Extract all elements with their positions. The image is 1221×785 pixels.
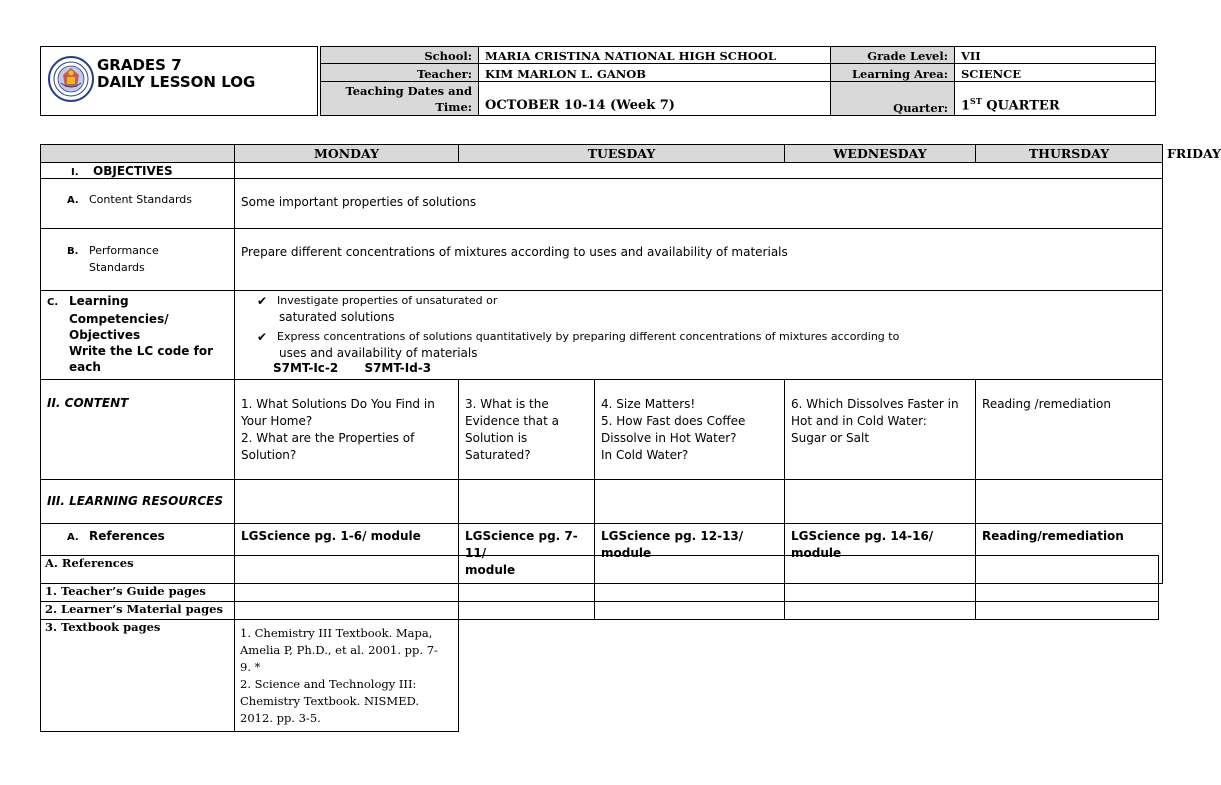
lower-references-cell-5 xyxy=(976,556,1159,584)
textbook-line2: Amelia P, Ph.D., et al. 2001. pp. 7- xyxy=(240,643,438,657)
day-thursday: THURSDAY xyxy=(976,145,1163,163)
teachers-guide-cell-4 xyxy=(785,584,976,602)
textbook-empty-1 xyxy=(459,620,595,732)
performance-standards-value: Prepare different concentrations of mixtures according to uses and availability of materials xyxy=(235,229,1163,291)
lower-references-cell-3 xyxy=(595,556,785,584)
textbook-label: 3. Textbook pages xyxy=(41,620,235,732)
lower-references-cell-4 xyxy=(785,556,976,584)
day-tuesday: TUESDAY xyxy=(459,145,785,163)
lower-references-cell-1 xyxy=(235,556,459,584)
teachers-guide-cell-1 xyxy=(235,584,459,602)
content-thursday-line1: 6. Which Dissolves Faster in xyxy=(791,397,959,411)
content-monday xyxy=(235,380,459,480)
teacher-value: KIM MARLON L. GANOB xyxy=(479,64,831,81)
objectives-heading-text: OBJECTIVES xyxy=(93,164,173,178)
performance-standards-letter: B. xyxy=(67,246,79,257)
competency-1-line1: Investigate properties of unsaturated or xyxy=(277,294,498,307)
references-tuesday-line2: module xyxy=(465,563,516,577)
info-table xyxy=(320,46,1156,116)
content-monday-line1: 1. What Solutions Do You Find in xyxy=(241,397,435,411)
quarter-suffix: ST xyxy=(970,95,982,106)
competency-2-line2: uses and availability of materials xyxy=(279,346,478,360)
references-letter: A. xyxy=(67,532,79,543)
content-row xyxy=(41,380,1163,480)
learning-resources-heading: III. LEARNING RESOURCES xyxy=(41,480,235,524)
lower-references-row xyxy=(41,556,1159,584)
learning-competencies-row xyxy=(41,291,1163,380)
performance-standards-label-line2: Standards xyxy=(89,261,145,274)
grade-level-label: Grade Level: xyxy=(831,47,955,64)
content-wednesday-line1: 4. Size Matters! xyxy=(601,397,696,411)
performance-standards-row xyxy=(41,229,1163,291)
learning-competencies-label-line3: Write the LC code for xyxy=(69,344,213,358)
textbook-empty-4 xyxy=(976,620,1159,732)
teachers-guide-cell-5 xyxy=(976,584,1159,602)
quarter-label: Quarter: xyxy=(831,81,955,116)
learners-material-cell-5 xyxy=(976,602,1159,620)
lower-references-label: A. References xyxy=(41,556,235,584)
textbook-line4: 2. Science and Technology III: xyxy=(240,677,417,691)
learning-area-label: Learning Area: xyxy=(831,64,955,81)
content-friday: Reading /remediation xyxy=(976,380,1163,480)
content-standards-row xyxy=(41,179,1163,229)
performance-standards-label xyxy=(41,229,235,291)
day-wednesday: WEDNESDAY xyxy=(785,145,976,163)
textbook-line1: 1. Chemistry III Textbook. Mapa, xyxy=(240,626,433,640)
content-tuesday-line4: Saturated? xyxy=(465,448,531,462)
school-value: MARIA CRISTINA NATIONAL HIGH SCHOOL xyxy=(479,47,831,64)
learners-material-cell-1 xyxy=(235,602,459,620)
lesson-log-title xyxy=(97,57,255,91)
resources-friday-blank xyxy=(976,480,1163,524)
lesson-grid xyxy=(40,144,1221,584)
textbook-list xyxy=(235,620,459,732)
textbook-empty-2 xyxy=(595,620,785,732)
content-thursday-line2: Hot and in Cold Water: xyxy=(791,414,927,428)
teaching-dates-value: OCTOBER 10-14 (Week 7) xyxy=(479,81,831,116)
references-label-text: References xyxy=(89,529,165,543)
textbook-empty-3 xyxy=(785,620,976,732)
performance-standards-label-line1: Performance xyxy=(89,244,159,257)
checkmark-icon: ✔ xyxy=(257,294,268,308)
learning-resources-row xyxy=(41,480,1163,524)
references-tuesday-line1: LGScience pg. 7-11/ xyxy=(465,529,578,560)
content-wednesday-line3: Dissolve in Hot Water? xyxy=(601,431,737,445)
teachers-guide-row xyxy=(41,584,1159,602)
content-tuesday-line2: Evidence that a xyxy=(465,414,559,428)
competency-list xyxy=(241,293,1156,361)
school-label: School: xyxy=(321,47,479,64)
content-tuesday-line3: Solution is xyxy=(465,431,528,445)
resources-thursday-blank xyxy=(785,480,976,524)
teachers-guide-label: 1. Teacher’s Guide pages xyxy=(41,584,235,602)
learners-material-label: 2. Learner’s Material pages xyxy=(41,602,235,620)
quarter-word: QUARTER xyxy=(981,98,1060,113)
learning-competencies-letter: C. xyxy=(47,297,59,308)
objectives-number: I. xyxy=(71,167,79,178)
learning-area-value: SCIENCE xyxy=(955,64,1156,81)
lc-codes xyxy=(241,361,1156,375)
quarter-number: 1 xyxy=(961,98,971,113)
learning-competencies-label xyxy=(41,291,235,380)
quarter-value xyxy=(955,81,1156,116)
textbook-line6: 2012. pp. 3-5. xyxy=(240,711,321,725)
learners-material-cell-3 xyxy=(595,602,785,620)
grade-level-value: VII xyxy=(955,47,1156,64)
content-heading: II. CONTENT xyxy=(41,380,235,480)
textbook-row xyxy=(41,620,1159,732)
content-wednesday-line4: In Cold Water? xyxy=(601,448,689,462)
header-title-box xyxy=(40,46,318,116)
textbook-line3: 9. * xyxy=(240,660,261,674)
content-monday-line2: Your Home? xyxy=(241,414,313,428)
content-thursday-line3: Sugar or Salt xyxy=(791,431,870,445)
day-monday: MONDAY xyxy=(235,145,459,163)
resources-monday-blank xyxy=(235,480,459,524)
lc-code-2: S7MT-Id-3 xyxy=(364,361,432,375)
content-standards-label-text: Content Standards xyxy=(89,193,193,206)
competency-item-1 xyxy=(257,293,1156,325)
objectives-heading-blank xyxy=(235,163,1163,179)
content-tuesday xyxy=(459,380,595,480)
title-grades: GRADES 7 xyxy=(97,56,182,74)
references-detail-table xyxy=(40,555,1159,732)
learning-competencies-label-line4: each xyxy=(69,360,101,374)
teachers-guide-cell-2 xyxy=(459,584,595,602)
teachers-guide-cell-3 xyxy=(595,584,785,602)
content-monday-line4: Solution? xyxy=(241,448,297,462)
learning-competencies-label-line2: Objectives xyxy=(69,328,141,342)
competency-item-2 xyxy=(257,329,1156,361)
learners-material-cell-2 xyxy=(459,602,595,620)
resources-tuesday-blank xyxy=(459,480,595,524)
teaching-dates-label-line2: Time: xyxy=(435,100,472,114)
learners-material-cell-4 xyxy=(785,602,976,620)
days-header-row: MONDAY TUESDAY WEDNESDAY THURSDAY FRIDAY xyxy=(41,145,1163,163)
content-wednesday-line2: 5. How Fast does Coffee xyxy=(601,414,746,428)
title-daily-lesson-log: DAILY LESSON LOG xyxy=(97,73,256,91)
learning-competencies-value xyxy=(235,291,1163,380)
references-friday: Reading/remediation xyxy=(976,524,1163,584)
learning-competencies-label-line1: Learning Competencies/ xyxy=(69,294,169,326)
content-standards-value: Some important properties of solutions xyxy=(235,179,1163,229)
content-standards-letter: A. xyxy=(67,195,79,206)
content-monday-line3: 2. What are the Properties of xyxy=(241,431,415,445)
references-monday: LGScience pg. 1-6/ module xyxy=(235,524,459,584)
teaching-dates-label-line1: Teaching Dates and xyxy=(345,84,472,98)
content-wednesday xyxy=(595,380,785,480)
content-standards-label xyxy=(41,179,235,229)
competency-1-line2: saturated solutions xyxy=(279,310,395,324)
content-thursday xyxy=(785,380,976,480)
competency-2-line1: Express concentrations of solutions quantitatively by preparing different concentrations of mixtures according to xyxy=(277,330,900,343)
deped-seal-icon xyxy=(47,53,95,105)
teacher-label: Teacher: xyxy=(321,64,479,81)
lower-references-cell-2 xyxy=(459,556,595,584)
objectives-heading-row xyxy=(41,163,1163,179)
days-header-blank xyxy=(41,145,235,163)
references-thursday: LGScience pg. 14-16/ module xyxy=(785,524,976,584)
resources-wednesday-blank xyxy=(595,480,785,524)
checkmark-icon: ✔ xyxy=(257,330,268,344)
teaching-dates-label xyxy=(321,81,479,116)
learners-material-row xyxy=(41,602,1159,620)
objectives-heading xyxy=(41,163,235,179)
references-wednesday: LGScience pg. 12-13/ module xyxy=(595,524,785,584)
textbook-line5: Chemistry Textbook. NISMED. xyxy=(240,694,420,708)
content-tuesday-line1: 3. What is the xyxy=(465,397,549,411)
lc-code-1: S7MT-Ic-2 xyxy=(273,361,339,375)
